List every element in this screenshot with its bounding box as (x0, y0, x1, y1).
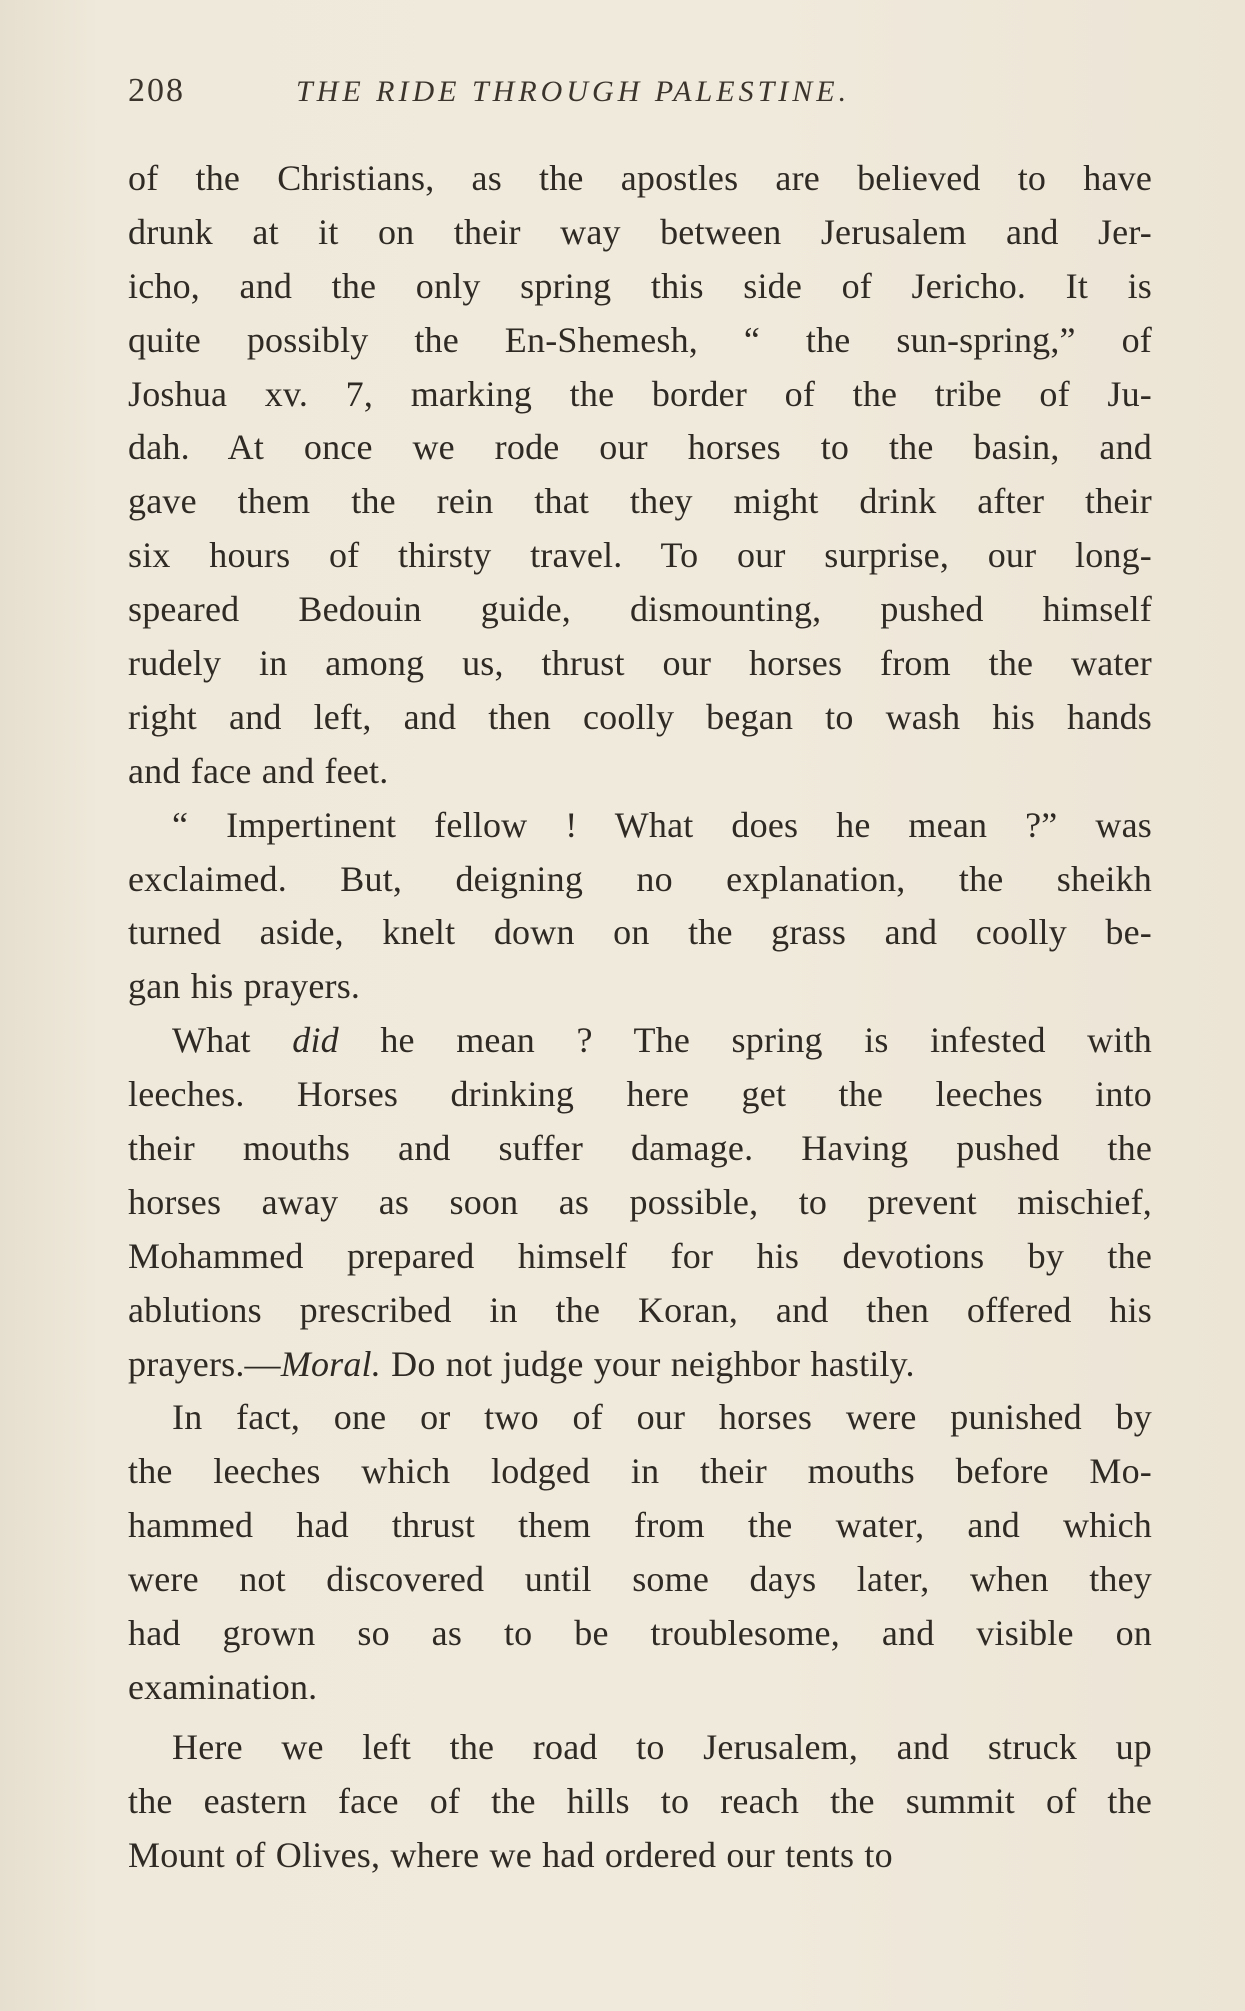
text-line (128, 1775, 1152, 1829)
text-run: dah. At once we rode our horses to the basin, and (128, 427, 1152, 468)
text-run: speared Bedouin guide, dismounting, pushed himself (128, 589, 1152, 630)
text-run: Here we left the road to Jerusalem, and struck up (172, 1726, 1152, 1767)
text-run: “ Impertinent fellow ! What does he mean ?” was (172, 804, 1152, 845)
text-line (128, 906, 1152, 960)
paragraph (128, 152, 1152, 799)
text-line (128, 152, 1152, 206)
text-run: icho, and the only spring this side of Jericho. It is (128, 265, 1152, 306)
text-line (128, 206, 1152, 260)
page-number: 208 (128, 72, 185, 109)
text-run: Mount of Olives, where we had ordered our tents to (128, 1834, 893, 1875)
text-line (128, 583, 1152, 637)
text-line (128, 368, 1152, 422)
running-head (128, 72, 1128, 120)
text-run: hammed had thrust them from the water, and which (128, 1505, 1152, 1546)
paragraph (128, 1014, 1152, 1391)
text-line (128, 1445, 1152, 1499)
text-run: six hours of thirsty travel. To our surprise, our long- (128, 535, 1152, 576)
text-run: the leeches which lodged in their mouths before Mo- (128, 1451, 1152, 1492)
text-run: gan his prayers. (128, 966, 361, 1007)
italic-text: Moral. (280, 1343, 381, 1384)
paragraph (128, 1391, 1152, 1714)
text-run: had grown so as to be troublesome, and visible on (128, 1613, 1152, 1654)
text-run: Joshua xv. 7, marking the border of the tribe of Ju- (128, 373, 1152, 414)
text-run: of the Christians, as the apostles are believed to have (128, 158, 1152, 198)
text-line (128, 421, 1152, 475)
text-line (128, 853, 1152, 907)
text-run: prayers.— (128, 1343, 281, 1384)
text-run: gave them the rein that they might drink after their (128, 481, 1152, 522)
text-line (128, 314, 1152, 368)
text-line (128, 475, 1152, 529)
text-run: were not discovered until some days later, when they (128, 1559, 1152, 1600)
text-line (128, 260, 1152, 314)
text-line (128, 1284, 1152, 1338)
text-line (128, 1607, 1152, 1661)
text-line (128, 1014, 1152, 1068)
paragraph (128, 799, 1152, 1015)
text-line (128, 1068, 1152, 1122)
text-line (128, 1499, 1152, 1553)
text-run: the eastern face of the hills to reach the summit of the (128, 1780, 1152, 1821)
text-run: In fact, one or two of our horses were punished by (172, 1397, 1152, 1438)
text-run: Do not judge your neighbor hastily. (380, 1343, 915, 1384)
text-line (128, 1661, 1152, 1715)
running-title: THE RIDE THROUGH PALESTINE. (296, 75, 851, 108)
paragraph (128, 1721, 1152, 1883)
text-run: Mohammed prepared himself for his devotions by the (128, 1235, 1152, 1276)
italic-text: did (292, 1020, 339, 1061)
text-run: drunk at it on their way between Jerusalem and Jer- (128, 211, 1152, 252)
text-run: rudely in among us, thrust our horses from the water (128, 643, 1152, 684)
text-line (128, 637, 1152, 691)
text-run: horses away as soon as possible, to prevent mischief, (128, 1181, 1152, 1222)
text-line (128, 1176, 1152, 1230)
text-line (128, 1338, 1152, 1392)
text-line (128, 1122, 1152, 1176)
text-run: exclaimed. But, deigning no explanation, the sheikh (128, 858, 1152, 899)
text-run: he mean ? The spring is infested with (338, 1020, 1152, 1061)
text-run: right and left, and then coolly began to wash his hands (128, 696, 1152, 737)
text-line (128, 1553, 1152, 1607)
text-line (128, 745, 1152, 799)
text-run: their mouths and suffer damage. Having pushed the (128, 1128, 1152, 1169)
text-run: turned aside, knelt down on the grass and coolly be- (128, 912, 1152, 953)
text-run: ablutions prescribed in the Koran, and then offered his (128, 1289, 1152, 1330)
text-run: examination. (128, 1666, 318, 1707)
text-line (128, 1230, 1152, 1284)
text-line (128, 1829, 1152, 1883)
text-run: What (172, 1020, 293, 1061)
text-line (128, 799, 1152, 853)
text-run: quite possibly the En-Shemesh, “ the sun-spring,” of (128, 319, 1152, 360)
text-line (128, 691, 1152, 745)
text-line (128, 1391, 1152, 1445)
text-run: leeches. Horses drinking here get the leeches into (128, 1074, 1152, 1115)
body-text (128, 152, 1152, 1883)
text-run: and face and feet. (128, 750, 389, 791)
text-line (128, 960, 1152, 1014)
text-line (128, 529, 1152, 583)
text-line (128, 1721, 1152, 1775)
